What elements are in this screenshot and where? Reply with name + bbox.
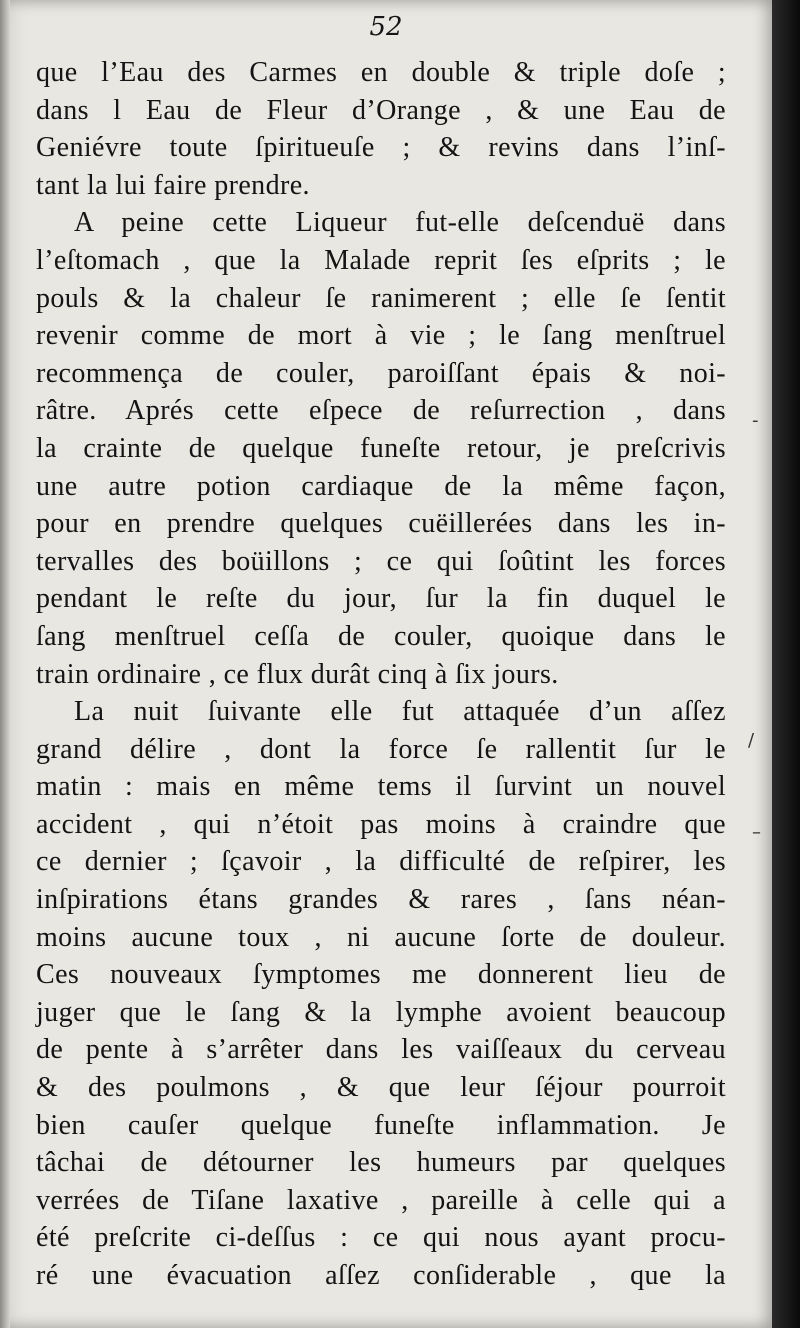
text-line: ſang menſtruel ceſſa de couler, quoique dans le xyxy=(36,620,726,652)
text-line: la crainte de quelque funeſte retour, je preſcrivis xyxy=(36,432,726,464)
text-line: été preſcrite ci-deſſus : ce qui nous ayant procu- xyxy=(36,1222,726,1254)
text-line: tervalles des boüillons ; ce qui ſoûtint les forces xyxy=(36,545,726,577)
text-line: train ordinaire , ce flux durât cinq à ſix jours. xyxy=(36,658,559,690)
paragraph xyxy=(36,204,726,693)
text-line: La nuit ſuivante elle fut attaquée d’un aſſez xyxy=(74,696,726,728)
text-line: recommença de couler, paroiſſant épais & noi- xyxy=(36,357,726,389)
paragraph xyxy=(36,54,726,204)
text-line: juger que le ſang & la lymphe avoient beaucoup xyxy=(36,996,726,1028)
margin-dash-mark: / xyxy=(748,730,755,751)
page-fore-edge xyxy=(772,0,800,1328)
text-line: de pente à s’arrêter dans les vaiſſeaux du cerveau xyxy=(36,1034,726,1066)
binding-edge xyxy=(0,0,10,1328)
text-line: que l’Eau des Carmes en double & triple doſe ; xyxy=(36,57,726,88)
text-line: une autre potion cardiaque de la même façon, xyxy=(36,470,726,502)
paragraph xyxy=(36,693,726,1295)
text-line: matin : mais en même tems il ſurvint un nouvel xyxy=(36,771,726,803)
text-line: inſpirations étans grandes & rares , ſans néan- xyxy=(36,884,726,916)
text-line: pour en prendre quelques cuëillerées dans les in- xyxy=(36,508,726,540)
body-text xyxy=(36,54,726,1295)
text-line: tâchai de détourner les humeurs par quelques xyxy=(36,1147,726,1179)
text-line: verrées de Tiſane laxative , pareille à celle qui a xyxy=(36,1184,726,1216)
text-line: râtre. Aprés cette eſpece de reſurrection , dans xyxy=(36,395,726,427)
text-line: l’eſtomach , que la Malade reprit ſes eſprits ; le xyxy=(36,244,726,276)
text-line: pouls & la chaleur ſe ranimerent ; elle ſe ſentit xyxy=(36,282,726,314)
text-line: ré une évacuation aſſez conſiderable , que la xyxy=(36,1260,726,1291)
text-line: & des poulmons , & que leur ſéjour pourroit xyxy=(36,1072,726,1104)
margin-dash-mark: – xyxy=(752,822,761,843)
text-line: ce dernier ; ſçavoir , la difficulté de reſpirer, les xyxy=(36,846,726,878)
text-line: moins aucune toux , ni aucune ſorte de douleur. xyxy=(36,921,726,953)
text-line: Ces nouveaux ſymptomes me donnerent lieu de xyxy=(36,959,726,991)
text-line: grand délire , dont la force ſe rallentit ſur le xyxy=(36,733,726,765)
text-line: tant la lui faire prendre. xyxy=(36,169,310,201)
text-line: A peine cette Liqueur fut-elle deſcenduë dans xyxy=(74,207,726,239)
margin-dash-mark: - xyxy=(752,410,759,431)
text-line: Geniévre toute ſpiritueuſe ; & revins dans l’inſ- xyxy=(36,132,726,164)
text-line: bien cauſer quelque funeſte inflammation. Je xyxy=(36,1109,726,1141)
text-line: dans l Eau de Fleur d’Orange , & une Eau de xyxy=(36,94,726,126)
text-line: revenir comme de mort à vie ; le ſang menſtruel xyxy=(36,320,726,352)
page-number: 52 xyxy=(369,12,403,42)
text-line: accident , qui n’étoit pas moins à craindre que xyxy=(36,808,726,840)
text-line: pendant le reſte du jour, ſur la fin duquel le xyxy=(36,583,726,615)
